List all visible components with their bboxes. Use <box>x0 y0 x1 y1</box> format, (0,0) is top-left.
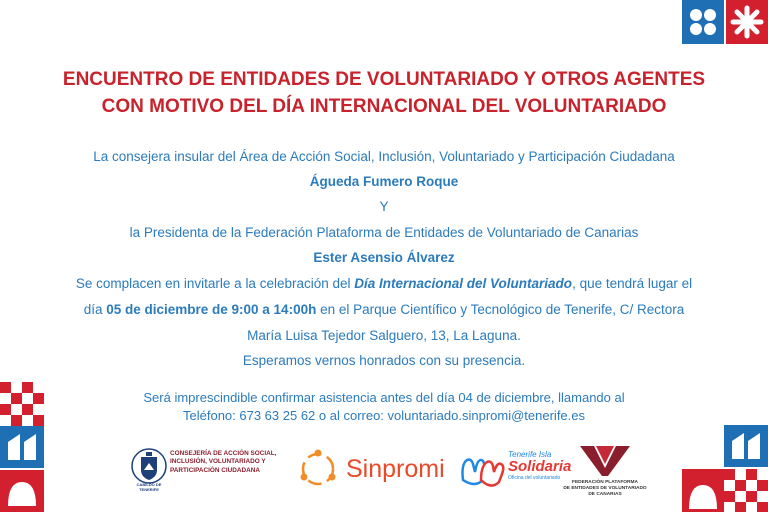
consejeria-logo-text <box>170 450 290 475</box>
invitation-paragraph-line-2 <box>20 301 748 319</box>
invite-text: Se complacen en invitarle a la celebración del <box>75 276 355 291</box>
consejeria-line-2: INCLUSIÓN, VOLUNTARIADO Y <box>170 458 266 466</box>
heading-line-1: ENCUENTRO DE ENTIDADES DE VOLUNTARIADO Y OTROS AGENTES <box>62 69 706 90</box>
hands-icon <box>459 450 507 490</box>
event-name: Día Internacional del Voluntariado <box>354 276 573 291</box>
presidenta-role: la Presidenta de la Federación Plataforma de Entidades de Voluntariado de Canarias <box>129 225 639 240</box>
federacion-v-icon <box>578 444 632 478</box>
invite-text-end: , que tendrá lugar el <box>572 276 693 291</box>
cabildo-caption: CABILDO DE TENERIFE <box>136 482 162 492</box>
sinpromi-name: Sinpromi <box>346 455 445 483</box>
consejera-role: La consejera insular del Área de Acción Social, Inclusión, Voluntariado y Participación Ciudadana <box>93 149 675 164</box>
right-red-tile <box>682 469 724 512</box>
federacion-line-1: FEDERACIÓN PLATAFORMA <box>572 480 638 485</box>
tenerife-small: Tenerife Isla <box>508 450 552 459</box>
rsvp-line-1: Será imprescindible confirmar asistencia antes del día 04 de diciembre, llamando al <box>143 390 625 405</box>
heading-line-2: CON MOTIVO DEL DÍA INTERNACIONAL DEL VOLUNTARIADO <box>101 96 667 117</box>
consejeria-line-3: PARTICIPACIÓN CIUDADANA <box>170 466 260 474</box>
closing-line: Esperamos vernos honrados con su presencia. <box>242 353 526 368</box>
consejeria-line-1: CONSEJERÍA DE ACCIÓN SOCIAL, <box>170 450 277 457</box>
tenerife-tag: Oficina del voluntariado <box>508 475 561 481</box>
federacion-text <box>560 480 650 498</box>
sinpromi-ring-icon <box>296 447 340 491</box>
day-prefix: día <box>83 302 107 317</box>
event-location: en el Parque Científico y Tecnológico de Tenerife, C/ Rectora <box>316 302 685 317</box>
invitation-paragraph-line-1 <box>20 275 748 293</box>
top-right-decoration <box>682 0 768 44</box>
presidenta-name: Ester Asensio Álvarez <box>313 250 455 265</box>
consejera-name: Águeda Fumero Roque <box>309 174 459 189</box>
federacion-line-3: DE CANARIAS <box>588 492 622 497</box>
tenerife-isla-text <box>508 450 580 481</box>
rsvp-line-2: Teléfono: 673 63 25 62 o al correo: voluntariado.sinpromi@tenerife.es <box>183 408 585 423</box>
conjunction: Y <box>379 199 389 214</box>
right-decoration <box>724 425 768 512</box>
event-date: 05 de diciembre de 9:00 a 14:00h <box>106 302 317 317</box>
federacion-line-2: DE ENTIDADES DE VOLUNTARIADO <box>563 486 647 491</box>
invitation-paragraph-line-3: María Luisa Tejedor Salguero, 13, La Laguna. <box>247 328 521 343</box>
solidaria-word: Solidaria <box>508 458 572 475</box>
